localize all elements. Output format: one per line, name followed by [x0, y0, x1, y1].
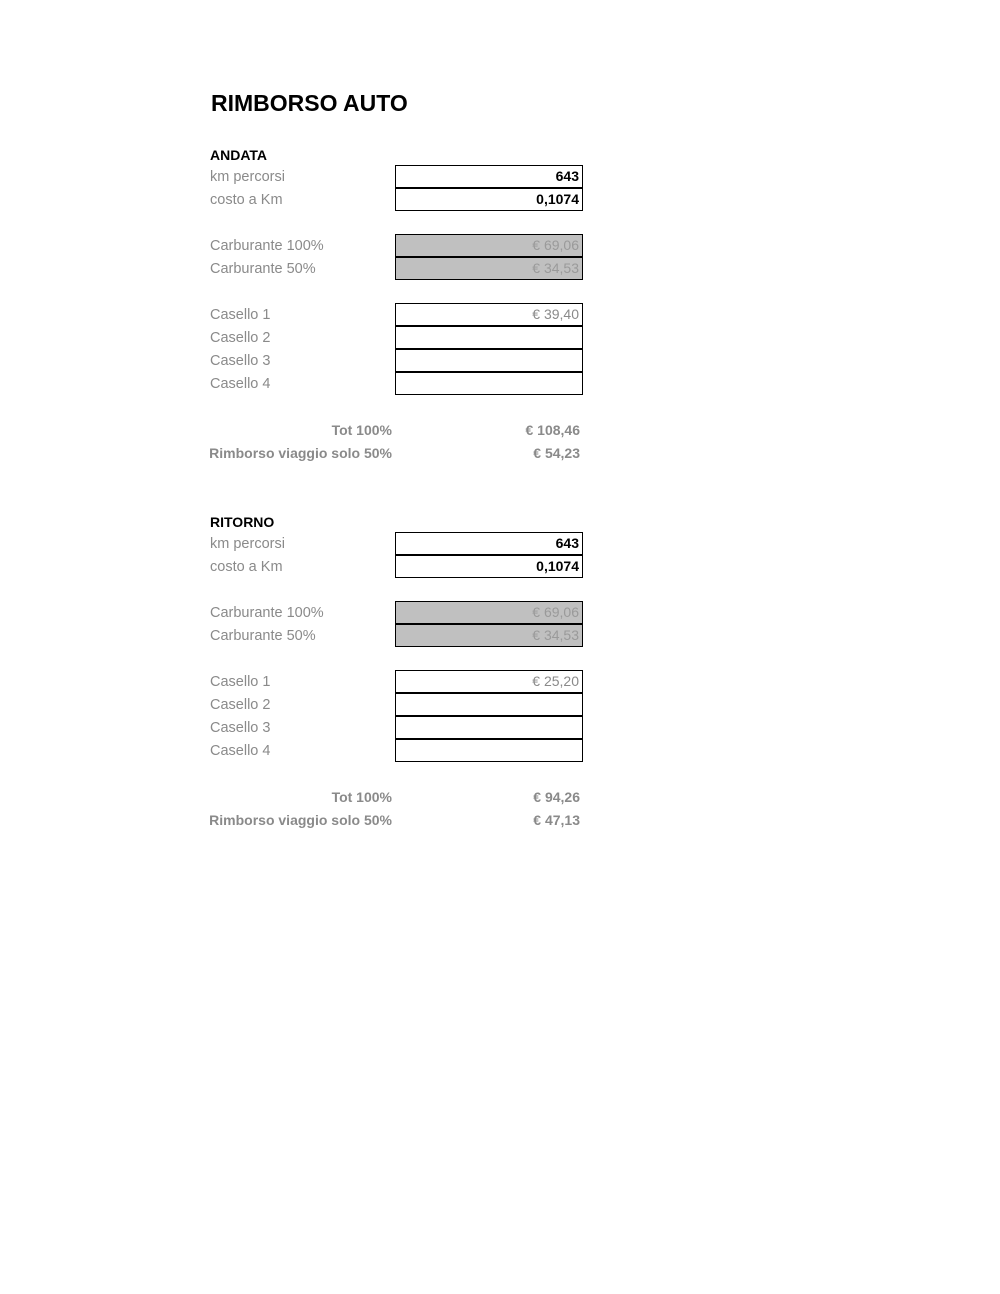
refund-label-ritorno: Rimborso viaggio solo 50% [209, 812, 392, 828]
tot-label-andata: Tot 100% [331, 422, 392, 438]
toll-label-ritorno: Casello 2 [210, 697, 271, 713]
fuel50-label-ritorno: Carburante 50% [210, 628, 316, 644]
toll-label-ritorno: Casello 1 [210, 674, 271, 690]
section-title-andata: ANDATA [210, 147, 268, 163]
toll-cell-ritorno[interactable] [395, 693, 583, 716]
cost-value-ritorno: 0,1074 [536, 558, 579, 574]
fuel100-value-ritorno: € 69,06 [532, 604, 579, 620]
fuel50-value-ritorno: € 34,53 [532, 627, 579, 643]
fuel100-cell-ritorno[interactable] [395, 601, 583, 624]
toll-cell-andata[interactable] [395, 303, 583, 326]
cost-label-ritorno: costo a Km [210, 559, 283, 575]
cost-cell-ritorno[interactable] [395, 555, 583, 578]
section-title-ritorno: RITORNO [210, 514, 275, 530]
toll-label-andata: Casello 2 [210, 330, 271, 346]
fuel100-label-andata: Carburante 100% [210, 238, 324, 254]
km-value-andata: 643 [555, 168, 579, 184]
fuel100-label-ritorno: Carburante 100% [210, 605, 324, 621]
toll-cell-ritorno[interactable] [395, 716, 583, 739]
fuel100-cell-andata[interactable] [395, 234, 583, 257]
fuel50-label-andata: Carburante 50% [210, 261, 316, 277]
toll-value-andata: € 39,40 [532, 306, 579, 322]
toll-label-ritorno: Casello 3 [210, 720, 271, 736]
toll-value-ritorno: € 25,20 [532, 673, 579, 689]
toll-label-ritorno: Casello 4 [210, 743, 271, 759]
cost-value-andata: 0,1074 [536, 191, 579, 207]
page-title: RIMBORSO AUTO [211, 90, 408, 116]
toll-cell-ritorno[interactable] [395, 739, 583, 762]
cost-label-andata: costo a Km [210, 192, 283, 208]
tot-value-andata: € 108,46 [525, 422, 580, 438]
cost-cell-andata[interactable] [395, 188, 583, 211]
toll-label-andata: Casello 4 [210, 376, 271, 392]
refund-value-ritorno: € 47,13 [533, 812, 580, 828]
fuel50-value-andata: € 34,53 [532, 260, 579, 276]
toll-label-andata: Casello 3 [210, 353, 271, 369]
refund-label-andata: Rimborso viaggio solo 50% [209, 445, 392, 461]
toll-cell-andata[interactable] [395, 372, 583, 395]
toll-cell-ritorno[interactable] [395, 670, 583, 693]
refund-value-andata: € 54,23 [533, 445, 580, 461]
tot-label-ritorno: Tot 100% [331, 789, 392, 805]
toll-label-andata: Casello 1 [210, 307, 271, 323]
fuel100-value-andata: € 69,06 [532, 237, 579, 253]
km-label-andata: km percorsi [210, 169, 285, 185]
tot-value-ritorno: € 94,26 [533, 789, 580, 805]
km-label-ritorno: km percorsi [210, 536, 285, 552]
km-cell-andata[interactable] [395, 165, 583, 188]
km-cell-ritorno[interactable] [395, 532, 583, 555]
fuel50-cell-ritorno[interactable] [395, 624, 583, 647]
km-value-ritorno: 643 [555, 535, 579, 551]
toll-cell-andata[interactable] [395, 349, 583, 372]
toll-cell-andata[interactable] [395, 326, 583, 349]
fuel50-cell-andata[interactable] [395, 257, 583, 280]
